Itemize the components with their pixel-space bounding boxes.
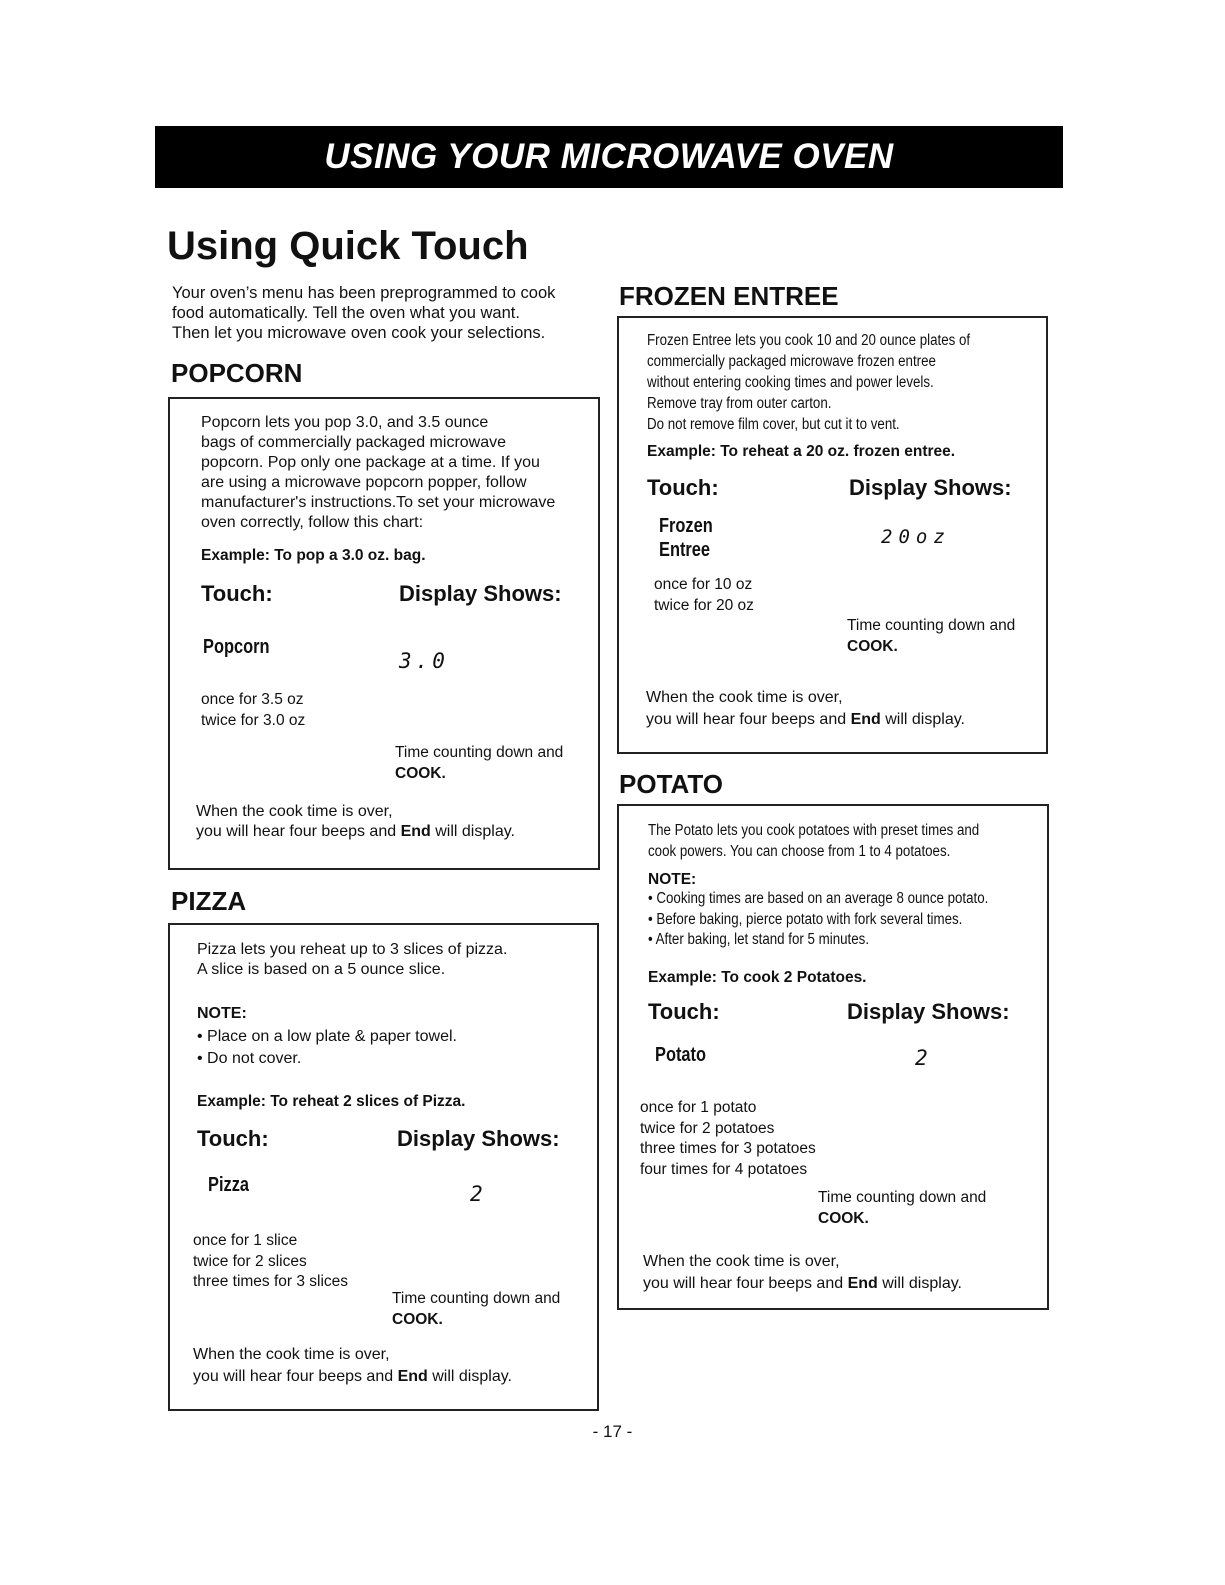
cook-text: COOK. bbox=[392, 1310, 443, 1328]
popcorn-countdown bbox=[395, 743, 563, 784]
desc-line: Popcorn lets you pop 3.0, and 3.5 ounce bbox=[201, 414, 489, 431]
desc-line: commercially packaged microwave frozen entree bbox=[647, 353, 936, 370]
desc-line: Do not remove film cover, but cut it to vent. bbox=[647, 416, 900, 433]
pizza-note-label: NOTE: bbox=[197, 1005, 247, 1022]
end-text: you will hear four beeps and bbox=[196, 823, 401, 840]
end-line bbox=[196, 822, 515, 842]
frozen-desc bbox=[647, 330, 970, 435]
popcorn-display: 3.0 bbox=[399, 649, 449, 673]
countdown-text: Time counting down and bbox=[818, 1189, 987, 1206]
popcorn-key: Popcorn bbox=[203, 636, 270, 658]
popcorn-end bbox=[196, 802, 515, 842]
cook-text: COOK. bbox=[847, 637, 898, 655]
key-line: Entree bbox=[659, 539, 711, 561]
intro-text bbox=[172, 283, 592, 343]
potato-end bbox=[643, 1251, 962, 1295]
desc-line: are using a microwave popcorn popper, follow bbox=[201, 474, 527, 491]
desc-line: popcorn. Pop only one package at a time. If you bbox=[201, 454, 540, 471]
cook-text: COOK. bbox=[395, 764, 446, 782]
option-line: once for 3.5 oz bbox=[201, 691, 304, 708]
note-line: • Place on a low plate & paper towel. bbox=[197, 1028, 457, 1045]
option-line: once for 1 potato bbox=[640, 1099, 757, 1116]
pizza-key: Pizza bbox=[208, 1174, 250, 1196]
frozen-touch-label: Touch: bbox=[647, 475, 719, 500]
desc-line: Remove tray from outer carton. bbox=[647, 395, 832, 412]
intro-line: Then let you microwave oven cook your selections. bbox=[172, 324, 546, 342]
desc-line: A slice is based on a 5 ounce slice. bbox=[197, 961, 446, 978]
end-text: will display. bbox=[427, 1368, 512, 1385]
end-line bbox=[643, 1273, 962, 1295]
key-line: Frozen bbox=[659, 515, 713, 537]
potato-heading: POTATO bbox=[619, 769, 723, 799]
end-text: you will hear four beeps and bbox=[643, 1275, 848, 1292]
frozen-heading: FROZEN ENTREE bbox=[619, 281, 839, 311]
end-word: End bbox=[397, 1368, 428, 1385]
desc-line: oven correctly, follow this chart: bbox=[201, 514, 424, 531]
potato-display-label: Display Shows: bbox=[847, 999, 1010, 1024]
pizza-end bbox=[193, 1344, 512, 1388]
potato-note-label: NOTE: bbox=[648, 871, 697, 888]
popcorn-desc bbox=[201, 413, 555, 533]
option-line: twice for 2 slices bbox=[193, 1252, 307, 1270]
potato-desc bbox=[648, 820, 979, 862]
potato-box bbox=[617, 804, 1049, 1310]
end-line: When the cook time is over, bbox=[193, 1346, 390, 1363]
popcorn-box bbox=[168, 397, 600, 870]
option-line: twice for 2 potatoes bbox=[640, 1119, 775, 1137]
countdown-text: Time counting down and bbox=[847, 617, 1016, 634]
popcorn-touch-label: Touch: bbox=[201, 581, 273, 606]
desc-line: cook powers. You can choose from 1 to 4 potatoes. bbox=[648, 843, 951, 860]
desc-line: Pizza lets you reheat up to 3 slices of pizza. bbox=[197, 941, 508, 958]
potato-notes bbox=[648, 889, 988, 951]
pizza-box bbox=[168, 923, 599, 1411]
end-line: When the cook time is over, bbox=[643, 1253, 840, 1270]
end-text: you will hear four beeps and bbox=[193, 1368, 398, 1385]
pizza-options bbox=[193, 1231, 348, 1293]
intro-line: food automatically. Tell the oven what you want. bbox=[172, 304, 520, 322]
desc-line: bags of commercially packaged microwave bbox=[201, 434, 507, 451]
option-line: once for 10 oz bbox=[654, 576, 753, 593]
end-line: When the cook time is over, bbox=[196, 803, 393, 820]
pizza-desc bbox=[197, 940, 507, 980]
popcorn-options bbox=[201, 690, 305, 731]
desc-line: The Potato lets you cook potatoes with preset times and bbox=[648, 822, 980, 839]
frozen-countdown bbox=[847, 616, 1015, 657]
cook-text: COOK. bbox=[818, 1209, 869, 1227]
note-line: • Cooking times are based on an average 8 ounce potato. bbox=[648, 890, 989, 907]
option-line: twice for 3.0 oz bbox=[201, 711, 306, 729]
end-word: End bbox=[400, 823, 431, 840]
end-line: When the cook time is over, bbox=[646, 689, 843, 706]
option-line: three times for 3 slices bbox=[193, 1273, 349, 1290]
note-line: • After baking, let stand for 5 minutes. bbox=[648, 931, 870, 948]
option-line: four times for 4 potatoes bbox=[640, 1160, 808, 1178]
intro-line: Your oven’s menu has been preprogrammed to cook bbox=[172, 284, 556, 302]
option-line: three times for 3 potatoes bbox=[640, 1140, 816, 1157]
frozen-key bbox=[659, 514, 713, 562]
potato-display: 2 bbox=[915, 1046, 932, 1070]
end-text: will display. bbox=[880, 711, 965, 728]
page-number: - 17 - bbox=[592, 1422, 633, 1441]
frozen-options bbox=[654, 575, 754, 616]
pizza-countdown bbox=[392, 1289, 560, 1330]
popcorn-heading: POPCORN bbox=[171, 358, 303, 388]
frozen-display-label: Display Shows: bbox=[849, 475, 1012, 500]
page-title: Using Quick Touch bbox=[167, 224, 529, 268]
note-line: • Do not cover. bbox=[197, 1050, 302, 1067]
end-text: will display. bbox=[877, 1275, 962, 1292]
countdown-text: Time counting down and bbox=[392, 1290, 561, 1307]
countdown-text: Time counting down and bbox=[395, 744, 564, 761]
potato-example: Example: To cook 2 Potatoes. bbox=[648, 969, 867, 986]
pizza-touch-label: Touch: bbox=[197, 1126, 269, 1151]
pizza-notes bbox=[197, 1026, 457, 1070]
pizza-display-label: Display Shows: bbox=[397, 1126, 560, 1151]
popcorn-display-label: Display Shows: bbox=[399, 581, 562, 606]
note-line: • Before baking, pierce potato with fork several times. bbox=[648, 910, 963, 928]
end-text: you will hear four beeps and bbox=[646, 711, 851, 728]
desc-line: without entering cooking times and power levels. bbox=[647, 374, 934, 391]
frozen-display: 20oz bbox=[881, 526, 951, 548]
potato-touch-label: Touch: bbox=[648, 999, 720, 1024]
option-line: twice for 20 oz bbox=[654, 596, 754, 614]
potato-countdown bbox=[818, 1188, 986, 1229]
desc-line: Frozen Entree lets you cook 10 and 20 ounce plates of bbox=[647, 332, 971, 349]
desc-line: manufacturer's instructions.To set your microwave bbox=[201, 494, 556, 511]
frozen-box bbox=[617, 316, 1048, 754]
end-word: End bbox=[850, 711, 881, 728]
end-word: End bbox=[847, 1275, 878, 1292]
end-text: will display. bbox=[430, 823, 515, 840]
option-line: once for 1 slice bbox=[193, 1232, 298, 1249]
pizza-display: 2 bbox=[470, 1182, 487, 1206]
popcorn-example: Example: To pop a 3.0 oz. bag. bbox=[201, 547, 426, 564]
end-line bbox=[646, 709, 965, 731]
frozen-example: Example: To reheat a 20 oz. frozen entree. bbox=[647, 443, 956, 460]
end-line bbox=[193, 1366, 512, 1388]
potato-key: Potato bbox=[655, 1044, 707, 1066]
pizza-example: Example: To reheat 2 slices of Pizza. bbox=[197, 1093, 466, 1110]
pizza-heading: PIZZA bbox=[171, 886, 247, 916]
potato-options bbox=[640, 1098, 816, 1180]
frozen-end bbox=[646, 687, 965, 731]
page-banner: USING YOUR MICROWAVE OVEN bbox=[155, 126, 1063, 188]
